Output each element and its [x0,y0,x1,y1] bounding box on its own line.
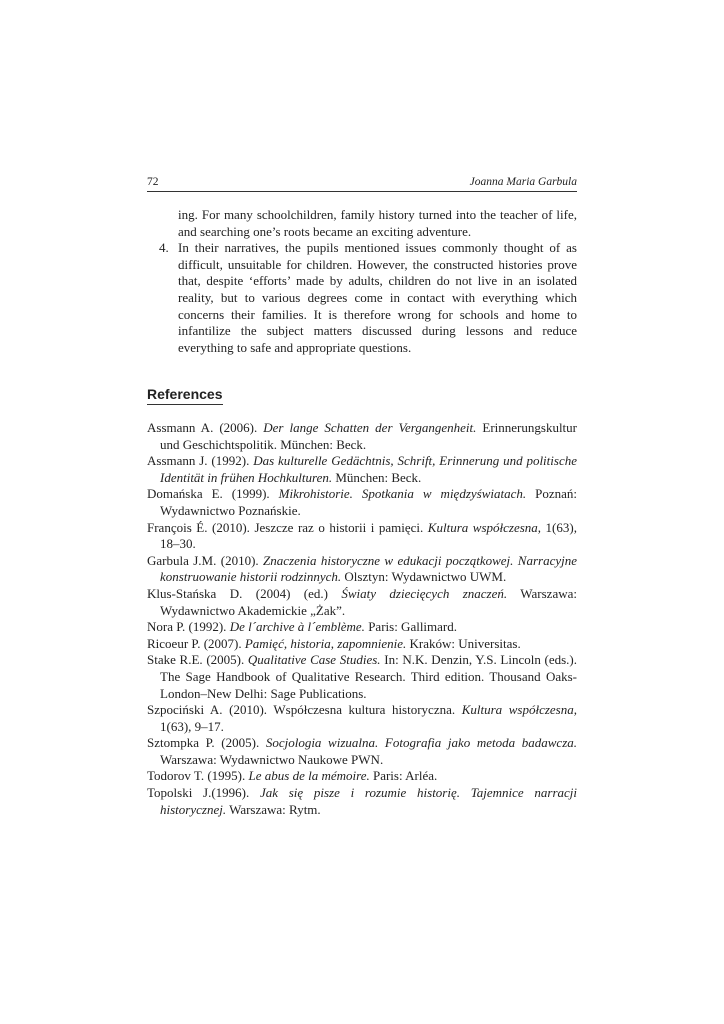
reference-publisher: München: Beck. [332,469,422,485]
running-header-author: Joanna Maria Garbula [469,176,577,188]
reference-author: Todorov T. (1995). [147,768,249,784]
reference-publisher: Poznań: Wydawnictwo Poznańskie. [160,486,578,518]
reference-author: Stake R.E. (2005). [147,652,248,668]
numbered-list [147,207,577,356]
reference-title: Der lange Schatten der Vergangenheit. [263,420,477,435]
reference-author: Assmann A. (2006). [147,420,264,435]
reference-title: Le abus de la mémoire. [248,768,370,784]
reference-publisher: In: N.K. Denzin, Y.S. Lincoln (eds.). The Sage Handbook of Qualitative Research. Third edition. Thousand Oaks-London–New Delhi: Sage Publications. [160,652,577,701]
reference-entry [147,636,577,653]
reference-entry [147,652,577,702]
reference-publisher: 1(63), 9–17. [160,718,224,734]
list-item-number [147,207,178,240]
reference-entry [147,586,577,619]
reference-entry [147,553,577,586]
reference-author: Assmann J. (1992). [147,453,254,469]
reference-entry [147,486,577,519]
reference-publisher: Warszawa: Rytm. [226,801,321,817]
reference-entry [147,768,577,785]
reference-title: Mikrohistorie. Spotkania w międzyświatach. [278,486,527,502]
reference-publisher: 1(63), 18–30. [160,519,577,552]
running-header [147,176,577,192]
reference-publisher: Warszawa: Wydawnictwo Naukowe PWN. [160,751,384,767]
reference-entry [147,520,577,553]
reference-entry [147,453,577,486]
reference-author: François É. (2010). Jeszcze raz o historii i pamięci. [147,519,428,535]
reference-publisher: Olsztyn: Wydawnictwo UWM. [341,569,507,585]
reference-publisher: Paris: Gallimard. [364,619,458,635]
references-heading: References [147,386,223,405]
reference-author: Nora P. (1992). [147,619,230,635]
reference-author: Domańska E. (1999). [147,486,279,502]
reference-publisher: Warszawa: Wydawnictwo Akademickie „Żak”. [160,585,577,618]
list-item [147,207,577,240]
page-number: 72 [147,176,159,188]
reference-entry [147,619,577,636]
list-item [147,240,577,356]
reference-author: Ricoeur P. (2007). [147,635,245,651]
reference-entry [147,785,577,818]
reference-title: Pamięć, historia, zapomnienie. [244,635,407,651]
reference-author: Klus-Stańska D. (2004) (ed.) [147,585,342,601]
reference-author: Garbula J.M. (2010). [147,552,264,568]
reference-title: Kultura współczesna, [427,519,542,535]
reference-publisher: Erinnerungskultur und Geschichtspolitik. München: Beck. [160,420,577,452]
reference-publisher: Paris: Arléa. [369,768,438,784]
reference-title: Światy dziecięcych znaczeń. [341,585,508,601]
reference-title: Socjologia wizualna. Fotografia jako metoda badawcza. [265,735,577,751]
reference-title: Kultura współczesna, [461,702,577,718]
reference-author: Szpociński A. (2010). Współczesna kultura historyczna. [147,702,462,718]
reference-title: Znaczenia historyczne w edukacji początkowej. Narracyjne konstruowanie historii rodzinnych. [160,552,577,585]
reference-title: Qualitative Case Studies. [247,652,381,668]
reference-entry [147,735,577,768]
reference-entry [147,420,577,453]
reference-title: De l´archive à l´emblème. [229,619,365,635]
reference-title: Jak się pisze i rozumie historię. Tajemnice narracji historycznej. [160,785,577,817]
list-item-text: ing. For many schoolchildren, family history turned into the teacher of life, and searching one’s roots became an exciting adventure. [178,207,577,239]
reference-author: Topolski J.(1996). [147,785,260,801]
list-item-number: 4. [159,240,169,256]
list-item-text: In their narratives, the pupils mentioned issues commonly thought of as difficult, unsuitable for children. However, the constructed histories prove that, despite ‘efforts’ made by adults, children do not live in an isolated reality, but to various degrees come in contact with everything which concerns their families. It is therefore wrong for schools and home to infantilize the subject matters discussed during lessons and reduce everything to safe and appropriate questions. [178,240,577,355]
reference-publisher: Kraków: Universitas. [406,635,521,651]
reference-title: Das kulturelle Gedächtnis, Schrift, Erinnerung und politische Identität in frühen Hochkulturen. [160,453,577,485]
references-list [147,420,577,818]
reference-entry [147,702,577,735]
reference-author: Sztompka P. (2005). [147,735,266,751]
